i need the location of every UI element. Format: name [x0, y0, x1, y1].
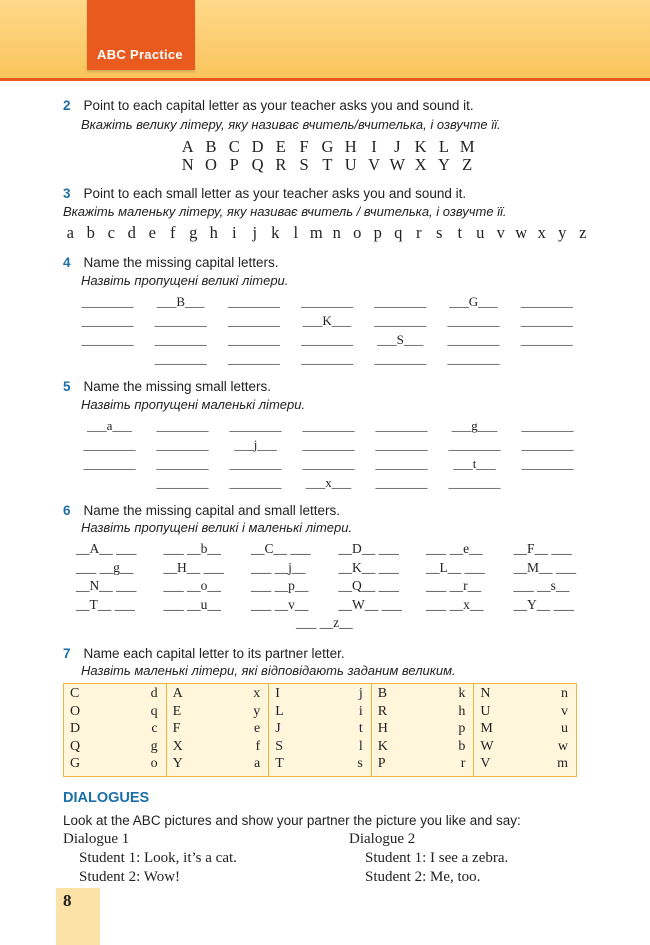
small-letter[interactable]: d	[150, 686, 158, 701]
letter[interactable]: Y	[437, 155, 450, 174]
blank-cell[interactable]: ________	[521, 437, 574, 452]
partner-row	[269, 704, 371, 722]
letter[interactable]: L	[438, 137, 449, 156]
dialogue-line: Student 1: I see a zebra.	[365, 850, 509, 866]
letter-pair-blank[interactable]: ___ __v__	[251, 596, 309, 612]
small-letter[interactable]: q	[150, 703, 158, 719]
blank-cell[interactable]: ________	[229, 475, 282, 490]
letter-pair-blank[interactable]: __H__ ___	[163, 559, 224, 575]
small-letter[interactable]: w	[557, 738, 568, 754]
letter-pair-blank[interactable]: __A__ ___	[76, 541, 137, 556]
partner-row	[474, 721, 576, 739]
partner-row	[167, 756, 269, 774]
letter[interactable]: U	[344, 155, 357, 174]
blank-cell[interactable]: ___G___	[449, 294, 498, 309]
letter[interactable]: B	[205, 137, 217, 156]
blank-cell[interactable]: ___t___	[453, 456, 496, 471]
small-letter[interactable]: k	[458, 686, 466, 701]
letter[interactable]: l	[293, 223, 299, 242]
blank-cell[interactable]: ________	[81, 332, 134, 347]
letter-pair-blank[interactable]: ___ __j__	[251, 559, 306, 575]
small-letter[interactable]: r	[460, 756, 466, 772]
exercise-5-subtitle: Назвіть пропущені маленькі літери.	[81, 397, 306, 412]
blank-cell[interactable]: ________	[520, 313, 573, 328]
capital-letter[interactable]: G	[70, 756, 81, 772]
capital-letter[interactable]: H	[377, 721, 388, 737]
partner-column	[269, 684, 372, 776]
letter-pair-blank[interactable]: __D__ ___	[338, 541, 399, 556]
letter[interactable]: u	[476, 223, 485, 242]
blank-cell[interactable]: ________	[375, 437, 428, 452]
capital-letter[interactable]: F	[172, 721, 181, 737]
capital-letter[interactable]: I	[275, 686, 280, 701]
partner-row	[64, 686, 166, 704]
blank-cell[interactable]: ________	[229, 456, 282, 471]
blank-cell[interactable]: ________	[227, 294, 280, 309]
letter[interactable]: y	[558, 223, 567, 242]
blank-cell[interactable]: ________	[301, 294, 354, 309]
capital-letter[interactable]: V	[480, 756, 491, 772]
letter[interactable]: v	[496, 223, 505, 242]
letter[interactable]: O	[204, 155, 217, 174]
capital-letter[interactable]: P	[377, 756, 386, 772]
small-letter[interactable]: n	[560, 686, 568, 701]
letter-pair-blank[interactable]: ___ __x__	[426, 596, 484, 612]
blank-cell[interactable]: ________	[156, 437, 209, 452]
partner-row	[474, 704, 576, 722]
capital-letter[interactable]: N	[480, 686, 491, 701]
exercise-title: Name the missing small letters.	[83, 379, 272, 394]
blank-cell[interactable]: ___S___	[377, 332, 424, 347]
capital-letter[interactable]: B	[377, 686, 388, 701]
small-letter[interactable]: j	[358, 686, 363, 701]
letter[interactable]: F	[299, 137, 309, 156]
partner-row	[474, 739, 576, 757]
letter[interactable]: r	[416, 223, 422, 242]
small-letter[interactable]: f	[255, 738, 261, 754]
letter[interactable]: T	[322, 155, 333, 174]
dialogue-1	[63, 830, 237, 887]
letter[interactable]: n	[332, 223, 341, 242]
blank-cell[interactable]: ________	[521, 418, 574, 433]
blank-cell[interactable]: ________	[227, 332, 280, 347]
letter-pair-blank[interactable]: __T__ ___	[76, 596, 135, 612]
exercise-6-header	[63, 502, 340, 520]
blank-cell[interactable]: ________	[375, 418, 428, 433]
exercise-4-header	[63, 254, 279, 272]
letter[interactable]: Z	[462, 155, 473, 174]
section-tab	[87, 0, 195, 70]
small-letter[interactable]: m	[557, 756, 568, 772]
blank-cell[interactable]: ________	[83, 456, 136, 471]
blank-cell[interactable]: ________	[302, 437, 355, 452]
dialogues-heading: DIALOGUES	[63, 790, 150, 806]
dialogues-intro: Look at the ABC pictures and show your partner the picture you like and say:	[63, 813, 521, 828]
letter-pair-blank[interactable]: ___ __e__	[426, 541, 483, 556]
letter-pair-blank[interactable]: __F__ ___	[513, 541, 572, 556]
exercise-title: Point to each capital letter as your teacher asks you and sound it.	[83, 98, 474, 113]
letter[interactable]: b	[86, 223, 95, 242]
letter-pair-blank[interactable]: ___ __b__	[163, 541, 221, 556]
letter[interactable]: P	[229, 155, 239, 174]
letter-pair-blank[interactable]: ___ __s__	[513, 578, 570, 593]
partner-column	[64, 684, 167, 776]
blank-cell[interactable]: ________	[229, 418, 282, 433]
page-number: 8	[63, 891, 72, 910]
small-letter[interactable]: h	[458, 703, 466, 719]
letter[interactable]: p	[373, 223, 382, 242]
capital-letter[interactable]: E	[172, 703, 182, 719]
blank-cell[interactable]: ________	[81, 294, 134, 309]
blank-cell[interactable]: ________	[154, 351, 207, 366]
dialogue-line: Student 1: Look, it’s a cat.	[79, 850, 237, 866]
blank-cell[interactable]: ________	[447, 332, 500, 347]
letter[interactable]: o	[353, 223, 362, 242]
blank-cell[interactable]: ________	[156, 475, 209, 490]
letter[interactable]: e	[148, 223, 156, 242]
capital-letter[interactable]: O	[70, 703, 81, 719]
partner-row	[372, 686, 474, 704]
small-letter[interactable]: u	[560, 721, 568, 737]
capital-letter[interactable]: A	[172, 686, 183, 701]
exercise-number: 4	[63, 255, 71, 270]
exercise-2-subtitle: Вкажіть велику літеру, яку називає вчитель/вчителька, і озвучте її.	[81, 117, 501, 132]
letter[interactable]: K	[414, 137, 427, 156]
partner-letters-table	[63, 683, 577, 777]
blank-cell[interactable]: ________	[154, 332, 207, 347]
blank-cell[interactable]: ________	[448, 437, 501, 452]
blank-cell[interactable]: ________	[81, 313, 134, 328]
letter[interactable]: t	[457, 223, 463, 242]
partner-column	[167, 684, 270, 776]
letter[interactable]: s	[436, 223, 443, 242]
blank-cell[interactable]: ________	[448, 475, 501, 490]
letter[interactable]: m	[309, 223, 323, 242]
small-letter[interactable]: c	[151, 721, 158, 737]
blank-cell[interactable]: ________	[302, 418, 355, 433]
blank-cell[interactable]: ________	[374, 294, 427, 309]
exercise-3-header	[63, 185, 466, 203]
blank-cell[interactable]: ________	[520, 294, 573, 309]
blank-cell[interactable]: ________	[156, 456, 209, 471]
blank-cell[interactable]: ________	[447, 351, 500, 366]
letter[interactable]: j	[252, 223, 258, 242]
letter[interactable]: R	[275, 155, 287, 174]
letter-pair-blank[interactable]: __K__ ___	[338, 559, 399, 575]
letter-pair-blank[interactable]: __C__ ___	[251, 541, 311, 556]
letter[interactable]: a	[66, 223, 74, 242]
exercise-2-header	[63, 97, 474, 115]
blank-cell[interactable]: ________	[156, 418, 209, 433]
letter[interactable]: H	[344, 137, 357, 156]
partner-row	[64, 739, 166, 757]
letter[interactable]: z	[579, 223, 587, 242]
letter[interactable]: M	[459, 137, 475, 156]
letter-pair-blank[interactable]: __Y__ ___	[513, 596, 574, 612]
blank-cell[interactable]: ________	[375, 475, 428, 490]
partner-column	[372, 684, 475, 776]
exercise-5-header	[63, 378, 271, 396]
capital-letter[interactable]: D	[70, 721, 81, 737]
letter[interactable]: I	[371, 137, 377, 156]
blank-cell[interactable]: ________	[83, 437, 136, 452]
dialogue-line: Student 2: Wow!	[79, 869, 181, 885]
exercise-title: Name each capital letter to its partner letter.	[83, 646, 345, 661]
letter-pair-blank[interactable]: ___ __g__	[76, 559, 134, 575]
letter[interactable]: X	[414, 155, 427, 174]
exercise-3-subtitle: Вкажіть маленьку літеру, яку називає вчитель / вчителька, і озвучте її.	[63, 204, 507, 219]
blank-cell[interactable]: ___g___	[451, 418, 498, 433]
partner-row	[269, 739, 371, 757]
dialogue-title: Dialogue 1	[63, 831, 130, 847]
letter-pair-blank[interactable]: __L__ ___	[426, 559, 485, 575]
blank-cell[interactable]: ________	[302, 456, 355, 471]
header-rule	[0, 78, 650, 81]
exercise-title: Name the missing capital letters.	[83, 255, 279, 270]
exercise-7-subtitle: Назвіть маленькі літери, які відповідають заданим великим.	[81, 663, 456, 678]
partner-column	[474, 684, 576, 776]
letter-pair-blank[interactable]: ___ __o__	[163, 578, 221, 593]
exercise-4-subtitle: Назвіть пропущені великі літери.	[81, 273, 289, 288]
blank-cell[interactable]: ________	[301, 332, 354, 347]
letter[interactable]: V	[368, 155, 380, 174]
section-tab-label: ABC Practice	[97, 47, 183, 62]
letter[interactable]: d	[127, 223, 136, 242]
letter[interactable]: h	[209, 223, 218, 242]
exercise-number: 7	[63, 646, 71, 661]
capital-letter[interactable]: W	[480, 738, 494, 754]
small-letter[interactable]: x	[253, 686, 261, 701]
small-letter[interactable]: t	[358, 721, 363, 737]
capital-letter[interactable]: L	[275, 703, 284, 719]
letter[interactable]: f	[170, 223, 176, 242]
letter[interactable]: w	[515, 223, 528, 242]
letter[interactable]: c	[107, 223, 115, 242]
exercise-number: 5	[63, 379, 71, 394]
blank-cell[interactable]: ________	[447, 313, 500, 328]
letter[interactable]: g	[189, 223, 198, 242]
letter-pair-blank[interactable]: __W__ ___	[338, 596, 402, 612]
partner-row	[167, 704, 269, 722]
capital-letter[interactable]: R	[377, 703, 388, 719]
capital-letter[interactable]: S	[275, 738, 283, 754]
blank-cell[interactable]: ___a___	[87, 418, 132, 433]
blank-cell[interactable]: ___j___	[234, 437, 277, 452]
blank-cell[interactable]: ___B___	[156, 294, 205, 309]
exercise-number: 3	[63, 186, 71, 201]
capital-letter[interactable]: Q	[70, 738, 81, 754]
capital-letter[interactable]: Y	[172, 756, 183, 772]
letter[interactable]: i	[231, 223, 237, 242]
exercise-6-subtitle: Назвіть пропущені великі і маленькі літери.	[81, 520, 353, 535]
letter[interactable]: C	[228, 137, 240, 156]
partner-row	[372, 756, 474, 774]
letter-pair-blank[interactable]: ___ __p__	[251, 578, 309, 593]
blank-cell[interactable]: ________	[374, 351, 427, 366]
letter-pair-blank[interactable]: __N__ ___	[76, 578, 137, 593]
partner-row	[167, 686, 269, 704]
letter[interactable]: J	[394, 137, 401, 156]
exercise-number: 6	[63, 503, 71, 518]
letter[interactable]: W	[389, 155, 406, 174]
letter-pair-blank[interactable]: __Q__ ___	[338, 578, 399, 593]
partner-row	[167, 721, 269, 739]
capital-letter[interactable]: J	[275, 721, 281, 737]
small-letter[interactable]: y	[253, 703, 261, 719]
capital-letter[interactable]: U	[480, 703, 491, 719]
exercise-title: Name the missing capital and small letters.	[83, 503, 341, 518]
capital-letter[interactable]: K	[377, 738, 388, 754]
capital-letter[interactable]: M	[480, 721, 493, 737]
partner-row	[269, 721, 371, 739]
exercise-number: 2	[63, 98, 71, 113]
letter[interactable]: Q	[251, 155, 264, 174]
partner-row	[372, 721, 474, 739]
letter[interactable]: A	[181, 137, 194, 156]
letter[interactable]: G	[321, 137, 334, 156]
partner-row	[64, 721, 166, 739]
exercise-title: Point to each small letter as your teacher asks you and sound it.	[83, 186, 467, 201]
letter-pair-blank[interactable]: ___ __z__	[296, 615, 353, 630]
blank-cell[interactable]: ________	[301, 351, 354, 366]
capital-letters-row-2	[176, 155, 479, 175]
partner-row	[64, 756, 166, 774]
partner-row	[64, 704, 166, 722]
letter[interactable]: E	[275, 137, 286, 156]
letter[interactable]: N	[181, 155, 194, 174]
small-letter[interactable]: b	[458, 738, 466, 754]
small-letter[interactable]: e	[253, 721, 261, 737]
letter[interactable]: D	[251, 137, 264, 156]
small-letter[interactable]: i	[358, 703, 363, 719]
exercise-7-header	[63, 645, 345, 663]
dialogue-2	[349, 830, 508, 887]
small-letters-row	[60, 223, 593, 243]
letter-pair-blank[interactable]: __M__ ___	[513, 559, 577, 575]
letter[interactable]: S	[299, 155, 309, 174]
blank-cell[interactable]: ___K___	[302, 313, 352, 328]
blank-cell[interactable]: ________	[520, 332, 573, 347]
letter[interactable]: q	[394, 223, 403, 242]
dialogue-line: Student 2: Me, too.	[365, 869, 481, 885]
letter[interactable]: x	[537, 223, 546, 242]
capital-letter[interactable]: X	[172, 738, 183, 754]
blank-cell[interactable]: ________	[375, 456, 428, 471]
letter-pair-blank[interactable]: ___ __u__	[163, 596, 221, 612]
capital-letter[interactable]: T	[275, 756, 284, 772]
capital-letter[interactable]: C	[70, 686, 80, 701]
small-letter[interactable]: g	[150, 738, 158, 754]
capital-letters-row-1	[176, 137, 479, 157]
small-letter[interactable]: s	[357, 756, 363, 772]
partner-row	[269, 756, 371, 774]
small-letter[interactable]: a	[253, 756, 261, 772]
blank-cell[interactable]: ________	[227, 313, 280, 328]
small-letter[interactable]: p	[458, 721, 466, 737]
partner-row	[167, 739, 269, 757]
letter-pair-blank[interactable]: ___ __r__	[426, 578, 482, 593]
partner-row	[474, 686, 576, 704]
blank-cell[interactable]: ________	[374, 313, 427, 328]
blank-cell[interactable]: ________	[521, 456, 574, 471]
letter[interactable]: k	[271, 223, 280, 242]
partner-row	[372, 739, 474, 757]
dialogue-title: Dialogue 2	[349, 831, 416, 847]
blank-cell[interactable]: ________	[227, 351, 280, 366]
blank-cell[interactable]: ________	[154, 313, 207, 328]
small-letter[interactable]: o	[150, 756, 158, 772]
small-letter[interactable]: v	[560, 703, 568, 719]
partner-row	[372, 704, 474, 722]
blank-cell[interactable]: ___x___	[305, 475, 352, 490]
partner-row	[269, 686, 371, 704]
partner-row	[474, 756, 576, 774]
small-letter[interactable]: l	[358, 738, 363, 754]
